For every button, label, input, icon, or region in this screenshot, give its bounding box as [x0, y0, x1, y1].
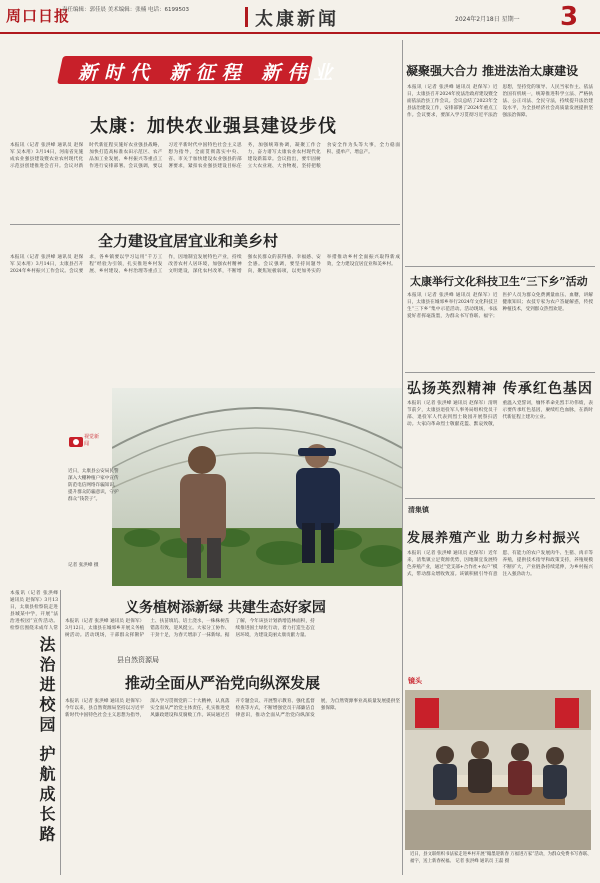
divider: [10, 224, 400, 225]
photo-tag: 镜头: [408, 677, 422, 685]
section-title: 太康新闻: [255, 5, 339, 31]
campaign-banner: [60, 52, 340, 88]
column-divider: [402, 40, 403, 875]
county-label: 清集镇: [408, 506, 429, 514]
vertical-headline: 法治进校园 护航成长路: [37, 636, 56, 846]
right-article2-body: 本报讯（记者 张洪峰 通讯员 赵保军）近日，太康县在城郊乡举行2024年文化科技卫生“三下乡”集中示范活动。活动现场，书法爱好者挥毫泼墨，为群众书写春联、福字；医护人员为群众免费测量血压、血糖，讲解健康知识；农技专家为农户答疑解惑，传授种植技术，受到群众热烈欢迎。: [407, 293, 593, 319]
photo-caption: 近日，太康县公安局民警深入大棚种植户家中宣传防范电信网络诈骗知识，提升群众防骗意识，守护群众“钱袋子”。: [68, 469, 119, 502]
right-article4-headline: 发展养殖产业 助力乡村振兴: [407, 531, 581, 546]
right-article3-headline: 弘扬英烈精神 传承红色基因: [407, 381, 593, 397]
divider: [405, 266, 595, 267]
banner-text: 新时代 新征程 新伟业: [78, 62, 340, 84]
visual-news-logo: [68, 432, 100, 452]
masthead: [0, 0, 600, 34]
photo-credit: 记者 张洪峰 摄: [68, 563, 99, 568]
main-article-body: 本报讯（记者 张洪峰 通讯员 赵保军 吴本用）3月14日，河南省先施成农业强县建设暨农业农村现代化示范县创建推进会召开。会议对新时代新征程实施好农业强县战略，加快打造高标准农田示范区、农产品加工业发展、乡村振兴等重点工作进行安排部署。会议强调，要以习近平新时代中国特色社会主义思想为指导，全面贯彻落实中央、省、市关于加快建设农业强县的部署要求，紧扣农业强县建设目标任务，加强统筹协调，凝聚工作合力，奋力谱写太康农业农村现代化建设新篇章。会议指出，要牢固树立大农业观、大食物观，坚持把粮食安全作为头等大事，全力稳面积、提单产、增总产。: [10, 143, 400, 169]
article3-headline: 义务植树添新绿 共建生态好家园: [125, 600, 326, 616]
vertical-article-body-top: 本报讯（记者 张洪峰 通讯员 赵保军）3月13日，太康县检察院走进县城某中学，开展“法治进校园”宣传活动。检察官围绕未成年人常: [10, 591, 58, 631]
article2-headline: 全力建设宜居宜业和美乡村: [98, 232, 279, 250]
page-number: 3: [560, 2, 579, 32]
newspaper-logo: 周口日报: [6, 7, 71, 25]
news-photo: [112, 388, 402, 586]
article3-body: 本报讯（记者 张洪峰 通讯员 赵保军）3月12日，太康县在城郊乡开展义务植树活动。活动现场，干部群众挥锹铲土、扶苗填坑、培土浇水，一株株树苗错落有致、迎风挺立。大家分工协作、干劲十足，为春天增添了一抹新绿。据了解，今年该县计划新增造林面积，持续推进国土绿化行动，着力打造生态宜居环境，为建设美丽太康贡献力量。: [65, 619, 315, 638]
dateline: 2024年2月18日 星期一: [455, 16, 520, 23]
right-article1-body: 本报讯（记者 张洪峰 通讯员 赵保军）近日，太康县召开2024年度法治政府建设暨全面依法治县工作会议。会议总结了2023年全县法治建设工作，安排部署了2024年重点工作。会议要求，要深入学习贯彻习近平法治思想，坚持党的领导、人民当家作主、依法治国有机统一，统筹推进科学立法、严格执法、公正司法、全民守法，持续提升法治建设水平，为全县经济社会高质量发展提供坚强法治保障。: [407, 85, 593, 118]
main-headline: 太康：加快农业强县建设步伐: [90, 116, 337, 137]
right-article1-headline: 凝聚强大合力 推进法治太康建设: [406, 64, 579, 78]
article2-body: 本报讯（记者 张洪峰 通讯员 赵保军 吴本用）3月14日，太康县召开2024年乡村振兴工作会议。会议要求，各乡镇要以学习运用“千万工程”经验为引领，扎实推进乡村发展、乡村建设、乡村治理等重点工作，因地制宜发展特色产业，持续改善农村人居环境，加强农村精神文明建设，深化农村改革，不断增强农民群众的获得感、幸福感、安全感。会议强调，要坚持问题导向，聚焦短板弱项，以更加务实的举措推动乡村全面振兴取得新成效，全力建设宜居宜业和美乡村。: [10, 255, 400, 274]
calligraphy-photo-illustration: [405, 690, 591, 850]
photo2-caption: 近日，县文联组织书法家走进乡村开展“翰墨迎新春 万福进万家”活动，为群众免费书写春联、福字，送上新春祝福。 记者 张洪峰 通讯员 王磊 摄: [410, 852, 592, 864]
greenhouse-photo-illustration: [112, 388, 402, 586]
article4-body: 本报讯（记者 张洪峰 通讯员 赵保军）今年以来，县自然资源局坚持以习近平新时代中国特色社会主义思想为指导，深入学习贯彻党的二十大精神，认真落实全面从严治党主体责任，扎实推进党风廉政建设和反腐败工作。该局通过召开专题会议、开展警示教育、强化监督检查等方式，不断增强党员干部廉洁自律意识，推动全面从严治党向纵深发展，为自然资源事业高质量发展提供坚强保障。: [65, 699, 400, 718]
department-label: 县自然资源局: [117, 656, 159, 664]
divider: [405, 372, 595, 373]
right-article2-headline: 太康举行文化科技卫生“三下乡”活动: [410, 275, 588, 288]
divider: [405, 498, 595, 499]
article4-headline: 推动全面从严治党向纵深发展: [125, 674, 321, 692]
right-article4-body: 本报讯（记者 张洪峰 通讯员 赵保军）近年来，清集镇立足资源优势，因地制宜发展特色养殖产业，通过“党支部+合作社+农户”模式，带动群众增收致富。该镇积极引导有意愿、有能力的农户发展肉牛、生猪、肉羊等养殖，提供技术指导和政策支持，养殖规模不断扩大，产业链条持续延伸，为乡村振兴注入强劲动力。: [407, 551, 593, 577]
right-article3-body: 本报讯（记者 张洪峰 通讯员 赵保军）清明节前夕，太康县退役军人事务局组织党员干部、退役军人代表到烈士陵园开展祭扫活动。大家向革命烈士敬献花篮、默哀致敬，重温入党誓词，缅怀革命先烈丰功伟绩，表示要传承红色基因，赓续红色血脉，在新时代新征程上建功立业。: [407, 401, 593, 427]
visual-news-logo-text: 视觉新闻: [84, 434, 100, 447]
column-divider: [60, 590, 61, 875]
calligraphy-photo: [405, 690, 591, 850]
editors-line: 责任编辑：郭佳晨 美术编辑：张楠 电话：6199503: [62, 7, 189, 13]
